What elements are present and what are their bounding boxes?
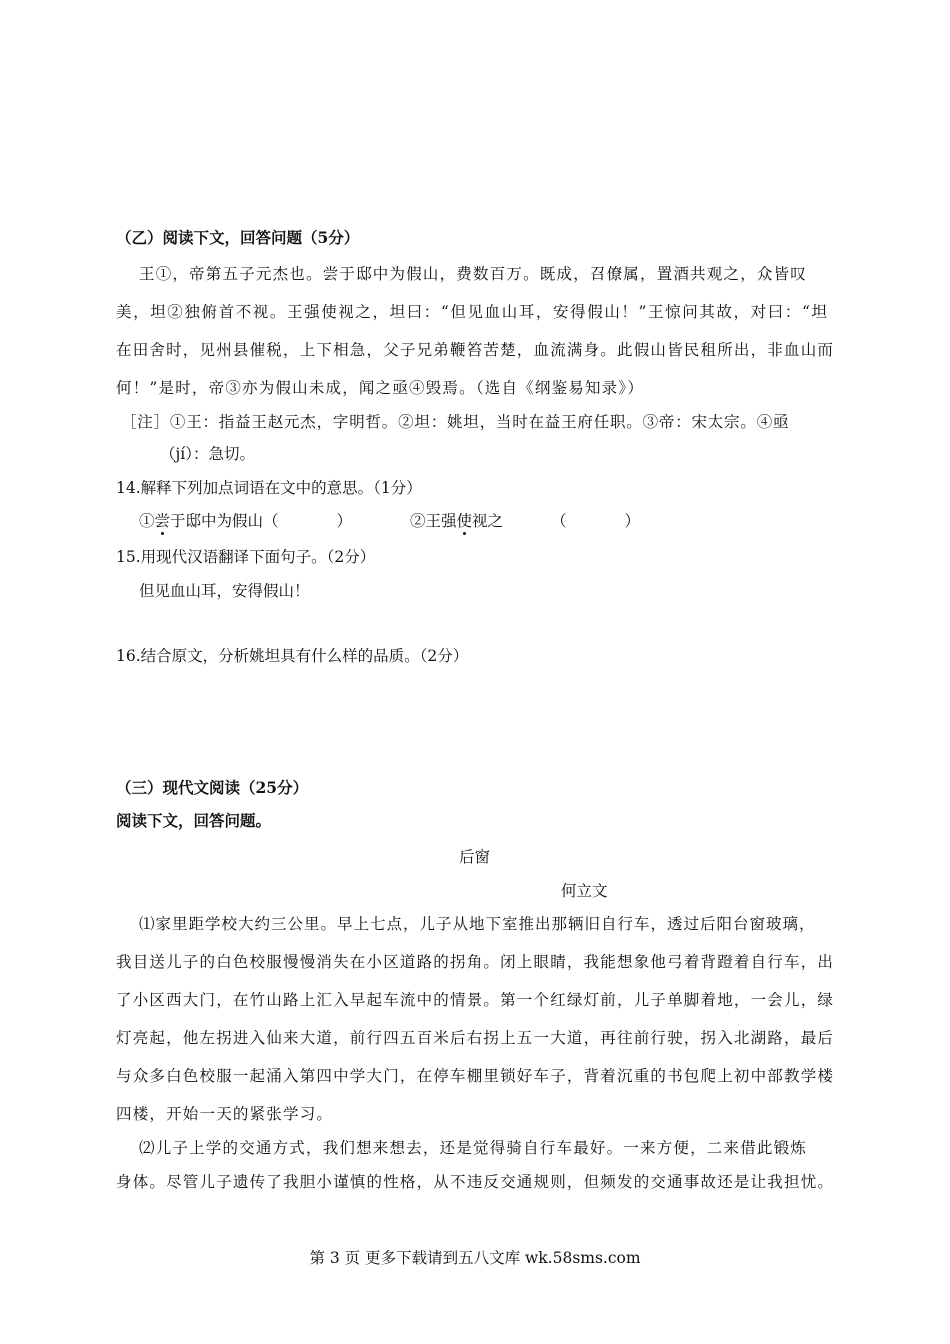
q14-answer-2 (551, 510, 640, 532)
q14-item2-pre: ②王强 (410, 512, 457, 530)
passage-line-2: 美，坦②独俯首不视。王强使视之，坦曰：“但见血山耳，安得假山！”王惊问其故，对曰：“坦 (116, 303, 829, 321)
q14-item-2 (410, 510, 503, 532)
q14-item1-post: 于邸中为假山（ (170, 512, 279, 530)
q16-prompt: 16.结合原文，分析姚坦具有什么样的品质。（2分） (116, 647, 469, 665)
article-p1-line-4: 灯亮起，他左拐进入仙来大道，前行四五百米后右拐上五一大道，再往前行驶，拐入北湖路，最后 (116, 1029, 835, 1047)
article-author: 何立文 (561, 882, 608, 900)
article-p1-line-6: 四楼，开始一天的紧张学习。 (116, 1105, 334, 1123)
q14-item2-post: 视之 (472, 512, 504, 530)
article-p1-line-1: ⑴家里距学校大约三公里。早上七点，儿子从地下室推出那辆旧自行车，透过后阳台窗玻璃， (139, 915, 816, 933)
page-footer: 第 3 页 更多下载请到五八文库 wk.58sms.com (309, 1249, 641, 1267)
section-b-heading (116, 227, 359, 249)
q15-prompt: 15.用现代汉语翻译下面句子。（2分） (116, 548, 376, 566)
article-p2-line-2: 身体。尽管儿子遗传了我胆小谨慎的性格，从不违反交通规则，但频发的交通事故还是让我担忧。 (116, 1173, 835, 1191)
q14-item1-dotted-word: 尝 (154, 512, 171, 530)
article-title: 后窗 (459, 848, 491, 866)
q15-sentence: 但见血山耳，安得假山！ (139, 582, 310, 600)
article-p1-line-3: 了小区西大门，在竹山路上汇入早起车流中的情景。第一个红绿灯前，儿子单脚着地，一会儿，绿 (116, 991, 835, 1009)
note-line-2: （jí）：急切。 (160, 445, 256, 463)
section-3-instruction: 阅读下文，回答问题。 (116, 811, 272, 830)
note-line-1: ［注］①王：指益王赵元杰，字明哲。②坦：姚坦，当时在益王府任职。③帝：宋太宗。④亟 (121, 413, 790, 431)
q14-item1-pre: ① (139, 512, 155, 530)
q14-item2-close: ） (624, 512, 641, 530)
q14-item-1 (139, 510, 352, 532)
section-b-heading-text: （乙）阅读下文，回答问题（5分） (116, 228, 360, 247)
q14-item1-close: ） (336, 512, 353, 530)
article-p1-line-2: 我目送儿子的白色校服慢慢消失在小区道路的拐角。闭上眼睛，我能想象他弓着背蹬着自行车，出 (116, 953, 835, 971)
passage-line-1: 王①，帝第五子元杰也。尝于邸中为假山，费数百万。既成，召僚属，置酒共观之，众皆叹 (139, 265, 808, 283)
q14-prompt: 14.解释下列加点词语在文中的意思。（1分） (116, 479, 422, 497)
passage-line-4: 何！”是时，帝③亦为假山未成，闻之亟④毁焉。（选自《纲鉴易知录》） (116, 379, 645, 397)
q14-item2-open: （ (551, 512, 567, 530)
passage-line-3: 在田舍时，见州县催税，上下相急，父子兄弟鞭笞苦楚，血流满身。此假山皆民租所出，非血山而 (116, 341, 835, 359)
q14-item2-dotted-word: 使 (456, 512, 473, 530)
article-p1-line-5: 与众多白色校服一起涌入第四中学大门，在停车棚里锁好车子，背着沉重的书包爬上初中部教学楼 (116, 1067, 835, 1085)
section-3-heading: （三）现代文阅读（25分） (116, 778, 309, 797)
article-p2-line-1: ⑵儿子上学的交通方式，我们想来想去，还是觉得骑自行车最好。一来方便，二来借此锻炼 (139, 1139, 808, 1157)
